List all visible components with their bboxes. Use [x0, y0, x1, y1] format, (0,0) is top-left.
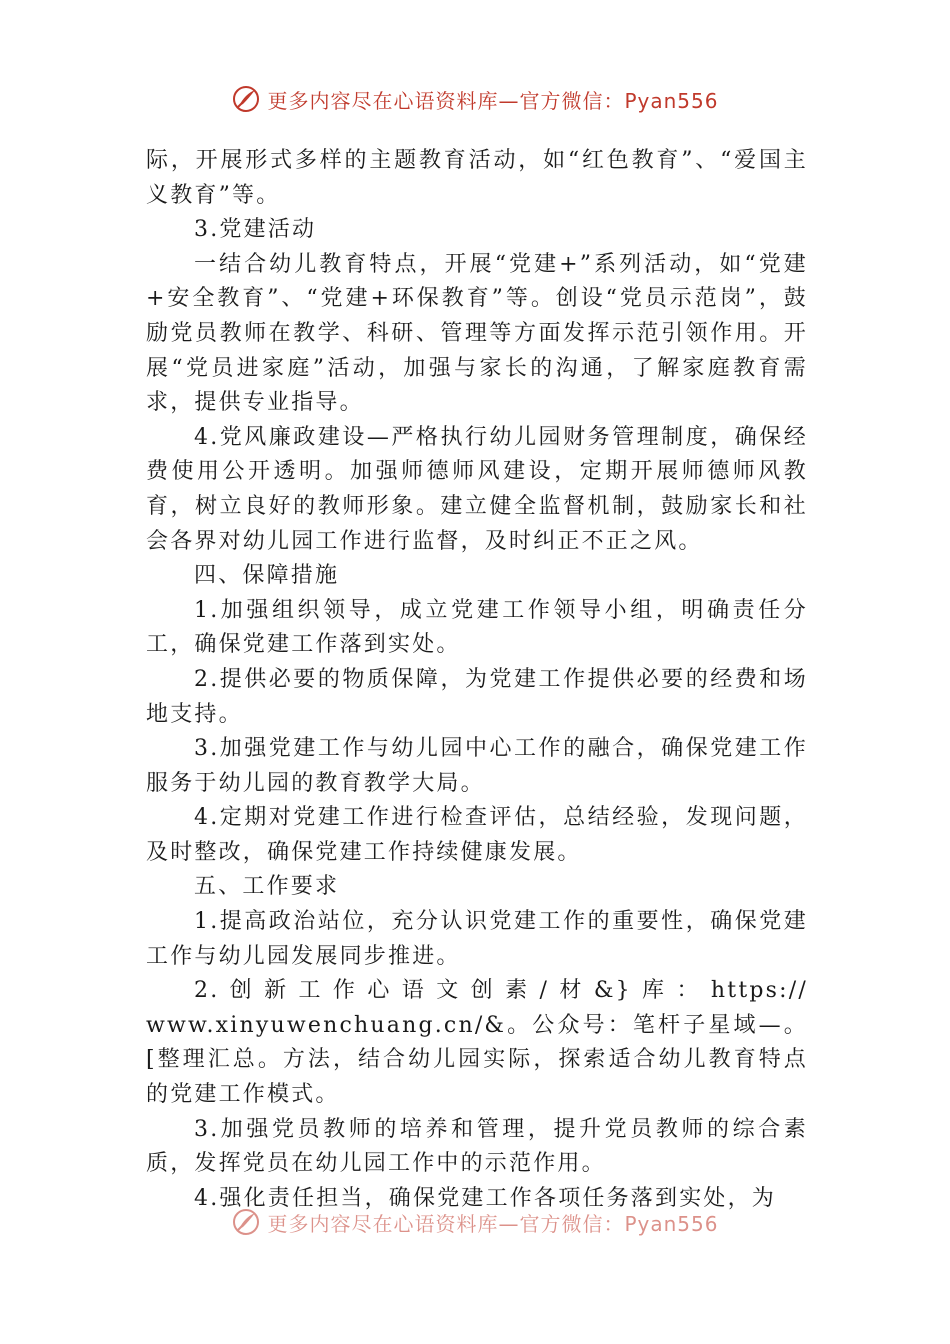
paragraph-guarantee-4: 4.定期对党建工作进行检查评估，总结经验，发现问题，及时整改，确保党建工作持续健康发展。 — [146, 805, 808, 865]
footer-watermark-text: 更多内容尽在心语资料库—官方微信：Pyan556 — [267, 1211, 719, 1236]
paragraph-guarantee-3: 3.加强党建工作与幼儿园中心工作的融合，确保党建工作服务于幼儿园的教育教学大局。 — [146, 736, 808, 796]
quill-logo-icon — [231, 84, 261, 114]
paragraph-requirement-1: 1.提高政治站位，充分认识党建工作的重要性，确保党建工作与幼儿园发展同步推进。 — [146, 909, 808, 969]
paragraph-requirement-2-rest: www.xinyuwenchuang.cn/&。公众号：笔杆子星域—。[整理汇总。方法，结合幼儿园实际，探索适合幼儿教育特点的党建工作模式。 — [146, 1012, 808, 1108]
footer-watermark — [0, 1207, 950, 1237]
paragraph-continuation: 际，开展形式多样的主题教育活动，如“红色教育”、“爱国主义教育”等。 — [146, 148, 808, 208]
section-heading-requirements: 五、工作要求 — [194, 874, 340, 900]
header-watermark — [0, 84, 950, 114]
subheading-party-activities: 3.党建活动 — [194, 217, 317, 243]
header-watermark-text: 更多内容尽在心语资料库—官方微信：Pyan556 — [267, 88, 719, 113]
paragraph-integrity: 4.党风廉政建设—严格执行幼儿园财务管理制度，确保经费使用公开透明。加强师德师风建设，定期开展师德师风教育，树立良好的教师形象。建立健全监督机制，鼓励家长和社会各界对幼儿园工作进行监督，及时纠正不正之风。 — [146, 424, 808, 554]
section-heading-guarantees: 四、保障措施 — [194, 563, 340, 589]
quill-logo-icon — [231, 1207, 261, 1237]
paragraph-requirement-3: 3.加强党员教师的培养和管理，提升党员教师的综合素质，发挥党员在幼儿园工作中的示范作用。 — [146, 1116, 808, 1177]
paragraph-requirement-4: 4.强化责任担当，确保党建工作各项任务落到实处，为 — [194, 1185, 776, 1211]
paragraph-guarantee-1: 1.加强组织领导，成立党建工作领导小组，明确责任分工，确保党建工作落到实处。 — [146, 597, 808, 658]
paragraph-party-activities: 一结合幼儿教育特点，开展“党建+”系列活动，如“党建+安全教育”、“党建+环保教育”等。创设“党员示范岗”，鼓励党员教师在教学、科研、管理等方面发挥示范引领作用。开展“党员进家庭”活动，加强与家长的沟通，了解家庭教育需求，提供专业指导。 — [146, 251, 808, 416]
paragraph-guarantee-2: 2.提供必要的物质保障，为党建工作提供必要的经费和场地支持。 — [146, 666, 808, 727]
document-body — [146, 144, 808, 1216]
paragraph-requirement-2-line1: 2.创新工作心语文创素/材&}库：https:// — [194, 978, 808, 1004]
